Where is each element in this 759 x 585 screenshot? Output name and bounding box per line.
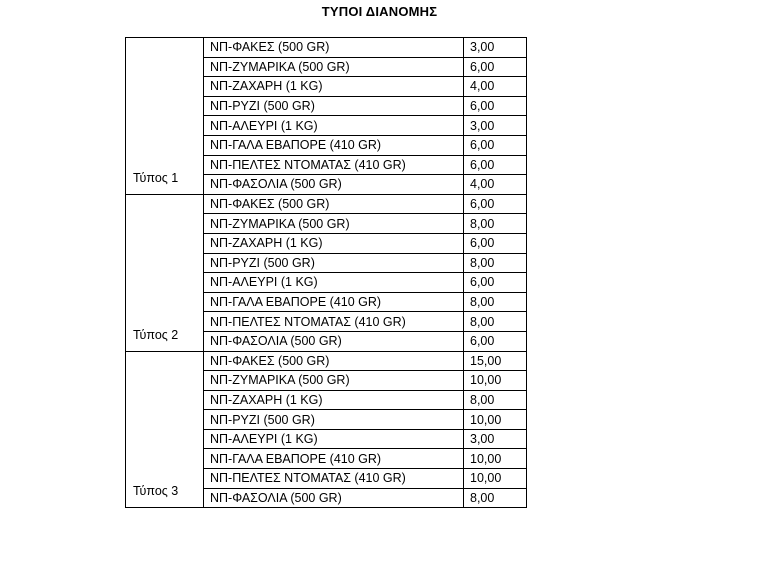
product-name-cell: ΝΠ-ΦΑΣΟΛΙΑ (500 GR) [204, 488, 464, 508]
quantity-cell: 6,00 [464, 57, 527, 77]
product-name-cell: ΝΠ-ΖΑΧΑΡΗ (1 KG) [204, 77, 464, 97]
quantity-cell: 4,00 [464, 175, 527, 195]
quantity-cell: 6,00 [464, 155, 527, 175]
product-name-cell: ΝΠ-ΖΥΜΑΡΙΚΑ (500 GR) [204, 371, 464, 391]
quantity-cell: 4,00 [464, 77, 527, 97]
product-name-cell: ΝΠ-ΦΑΣΟΛΙΑ (500 GR) [204, 331, 464, 351]
product-name-cell: ΝΠ-ΦΑΚΕΣ (500 GR) [204, 194, 464, 214]
quantity-cell: 6,00 [464, 233, 527, 253]
product-name-cell: ΝΠ-ΓΑΛΑ ΕΒΑΠΟΡΕ (410 GR) [204, 292, 464, 312]
quantity-cell: 6,00 [464, 194, 527, 214]
distribution-table [125, 37, 527, 508]
product-name-cell: ΝΠ-ΑΛΕΥΡΙ (1 KG) [204, 116, 464, 136]
quantity-cell: 8,00 [464, 488, 527, 508]
quantity-cell: 8,00 [464, 292, 527, 312]
quantity-cell: 3,00 [464, 116, 527, 136]
product-name-cell: ΝΠ-ΡΥΖΙ (500 GR) [204, 96, 464, 116]
quantity-cell: 6,00 [464, 273, 527, 293]
product-name-cell: ΝΠ-ΦΑΚΕΣ (500 GR) [204, 38, 464, 58]
product-name-cell: ΝΠ-ΖΑΧΑΡΗ (1 KG) [204, 233, 464, 253]
document-title: ΤΥΠΟΙ ΔΙΑΝΟΜΗΣ [321, 4, 438, 19]
quantity-cell: 8,00 [464, 253, 527, 273]
table-row [126, 194, 527, 214]
distribution-type-label: Τύπος 2 [126, 194, 204, 351]
product-name-cell: ΝΠ-ΠΕΛΤΕΣ ΝΤΟΜΑΤΑΣ (410 GR) [204, 312, 464, 332]
product-name-cell: ΝΠ-ΠΕΛΤΕΣ ΝΤΟΜΑΤΑΣ (410 GR) [204, 155, 464, 175]
product-name-cell: ΝΠ-ΑΛΕΥΡΙ (1 KG) [204, 429, 464, 449]
distribution-type-label: Τύπος 1 [126, 38, 204, 195]
quantity-cell: 10,00 [464, 410, 527, 430]
distribution-table-body [126, 38, 527, 508]
quantity-cell: 6,00 [464, 96, 527, 116]
product-name-cell: ΝΠ-ΠΕΛΤΕΣ ΝΤΟΜΑΤΑΣ (410 GR) [204, 469, 464, 489]
quantity-cell: 3,00 [464, 38, 527, 58]
quantity-cell: 8,00 [464, 390, 527, 410]
product-name-cell: ΝΠ-ΓΑΛΑ ΕΒΑΠΟΡΕ (410 GR) [204, 449, 464, 469]
table-row [126, 351, 527, 371]
quantity-cell: 15,00 [464, 351, 527, 371]
quantity-cell: 6,00 [464, 331, 527, 351]
product-name-cell: ΝΠ-ΑΛΕΥΡΙ (1 KG) [204, 273, 464, 293]
product-name-cell: ΝΠ-ΖΥΜΑΡΙΚΑ (500 GR) [204, 214, 464, 234]
quantity-cell: 8,00 [464, 214, 527, 234]
product-name-cell: ΝΠ-ΦΑΚΕΣ (500 GR) [204, 351, 464, 371]
product-name-cell: ΝΠ-ΡΥΖΙ (500 GR) [204, 410, 464, 430]
product-name-cell: ΝΠ-ΡΥΖΙ (500 GR) [204, 253, 464, 273]
quantity-cell: 6,00 [464, 135, 527, 155]
quantity-cell: 10,00 [464, 371, 527, 391]
product-name-cell: ΝΠ-ΦΑΣΟΛΙΑ (500 GR) [204, 175, 464, 195]
quantity-cell: 10,00 [464, 469, 527, 489]
table-row [126, 38, 527, 58]
quantity-cell: 10,00 [464, 449, 527, 469]
product-name-cell: ΝΠ-ΖΑΧΑΡΗ (1 KG) [204, 390, 464, 410]
quantity-cell: 8,00 [464, 312, 527, 332]
quantity-cell: 3,00 [464, 429, 527, 449]
product-name-cell: ΝΠ-ΖΥΜΑΡΙΚΑ (500 GR) [204, 57, 464, 77]
product-name-cell: ΝΠ-ΓΑΛΑ ΕΒΑΠΟΡΕ (410 GR) [204, 135, 464, 155]
distribution-type-label: Τύπος 3 [126, 351, 204, 508]
